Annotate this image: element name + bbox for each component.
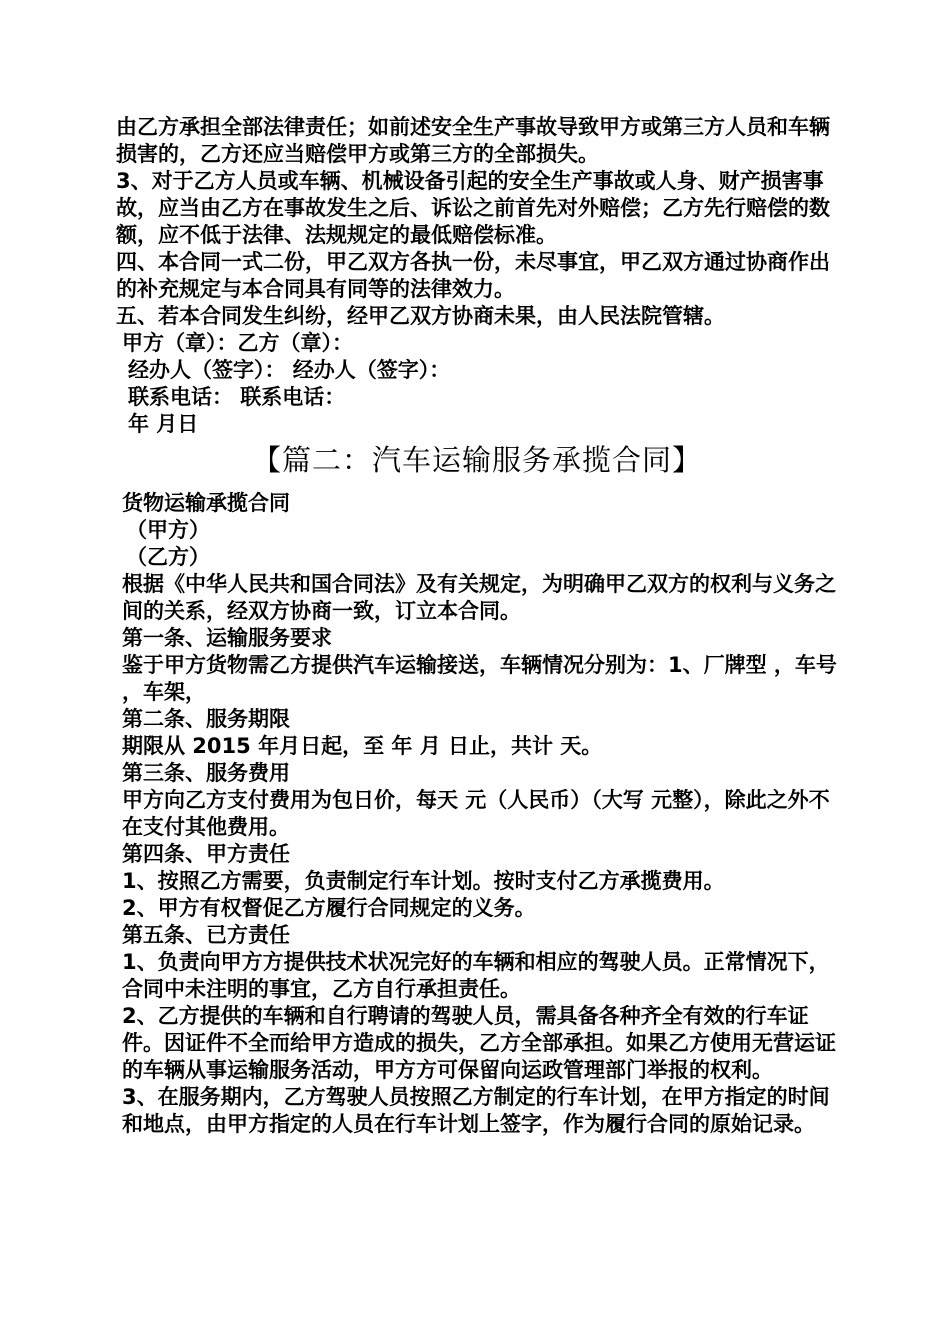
section-title: 【篇二：汽车运输服务承揽合同】 [251,443,702,477]
article-5-item-3: 3、在服务期内，乙方驾驶人员按照乙方制定的行车计划，在甲方指定的时间和地点，由甲方指定的人员在行车计划上签字，作为履行合同的原始记录。 [122,1085,830,1136]
article-3-body: 甲方向乙方支付费用为包日价，每天 元（人民币）（大写 元整），除此之外不在支付其他费用。 [122,788,830,839]
agent-signature-line: 经办人（签字）： 经办人（签字）： [128,358,451,382]
compensation-clause: 3、对于乙方人员或车辆、机械设备引起的安全生产事故或人身、财产损害事故，应当由乙方在事故发生之后、诉讼之前首先对外赔偿；乙方先行赔偿的数额，应不低于法律、法规规定的最低赔偿标准。 [116,169,830,247]
contact-phone-line: 联系电话： 联系电话： [128,385,346,409]
article-4-item-1: 1、按照乙方需要，负责制定行车计划。按时支付乙方承揽费用。 [122,869,725,893]
article-2-body: 期限从 2015 年月日起，至 年 月 日止，共计 天。 [122,734,603,758]
liability-paragraph: 由乙方承担全部法律责任；如前述安全生产事故导致甲方或第三方人员和车辆损害的，乙方还应当赔偿甲方或第三方的全部损失。 [116,115,830,166]
copies-clause: 四、本合同一式二份，甲乙双方各执一份，未尽事宜，甲乙双方通过协商作出的补充规定与本合同具有同等的法律效力。 [116,250,830,301]
article-2-title: 第二条、服务期限 [122,707,290,731]
seal-line: 甲方（章）：乙方（章）： [122,331,353,355]
contract-title: 货物运输承揽合同 [122,491,290,515]
article-5-item-2: 2、乙方提供的车辆和自行聘请的驾驶人员，需具备各种齐全有效的行车证件。因证件不全而给甲方造成的损失，乙方全部承担。如果乙方使用无营运证的车辆从事运输服务活动，甲方方可保留向运政管理部门举报的权利。 [122,1004,836,1082]
article-1-title: 第一条、运输服务要求 [122,626,332,650]
intro-paragraph: 根据《中华人民共和国合同法》及有关规定，为明确甲乙双方的权利与义务之间的关系，经双方协商一致，订立本合同。 [122,572,836,623]
article-5-title: 第五条、已方责任 [122,923,290,947]
party-a-label: （甲方） [126,518,210,542]
article-4-title: 第四条、甲方责任 [122,842,290,866]
dispute-clause: 五、若本合同发生纠纷，经甲乙双方协商未果，由人民法院管辖。 [116,304,725,328]
document-page [116,114,838,1138]
article-1-body: 鉴于甲方货物需乙方提供汽车运输接送，车辆情况分别为：1、厂牌型 ，车号 ，车架， [122,653,837,704]
date-line: 年 月日 [128,412,199,436]
party-b-label: （乙方） [126,545,210,569]
article-4-item-2: 2、甲方有权督促乙方履行合同规定的义务。 [122,896,536,920]
article-5-item-1: 1、负责向甲方方提供技术状况完好的车辆和相应的驾驶人员。正常情况下，合同中未注明的事宜，乙方自行承担责任。 [122,950,830,1001]
article-3-title: 第三条、服务费用 [122,761,290,785]
